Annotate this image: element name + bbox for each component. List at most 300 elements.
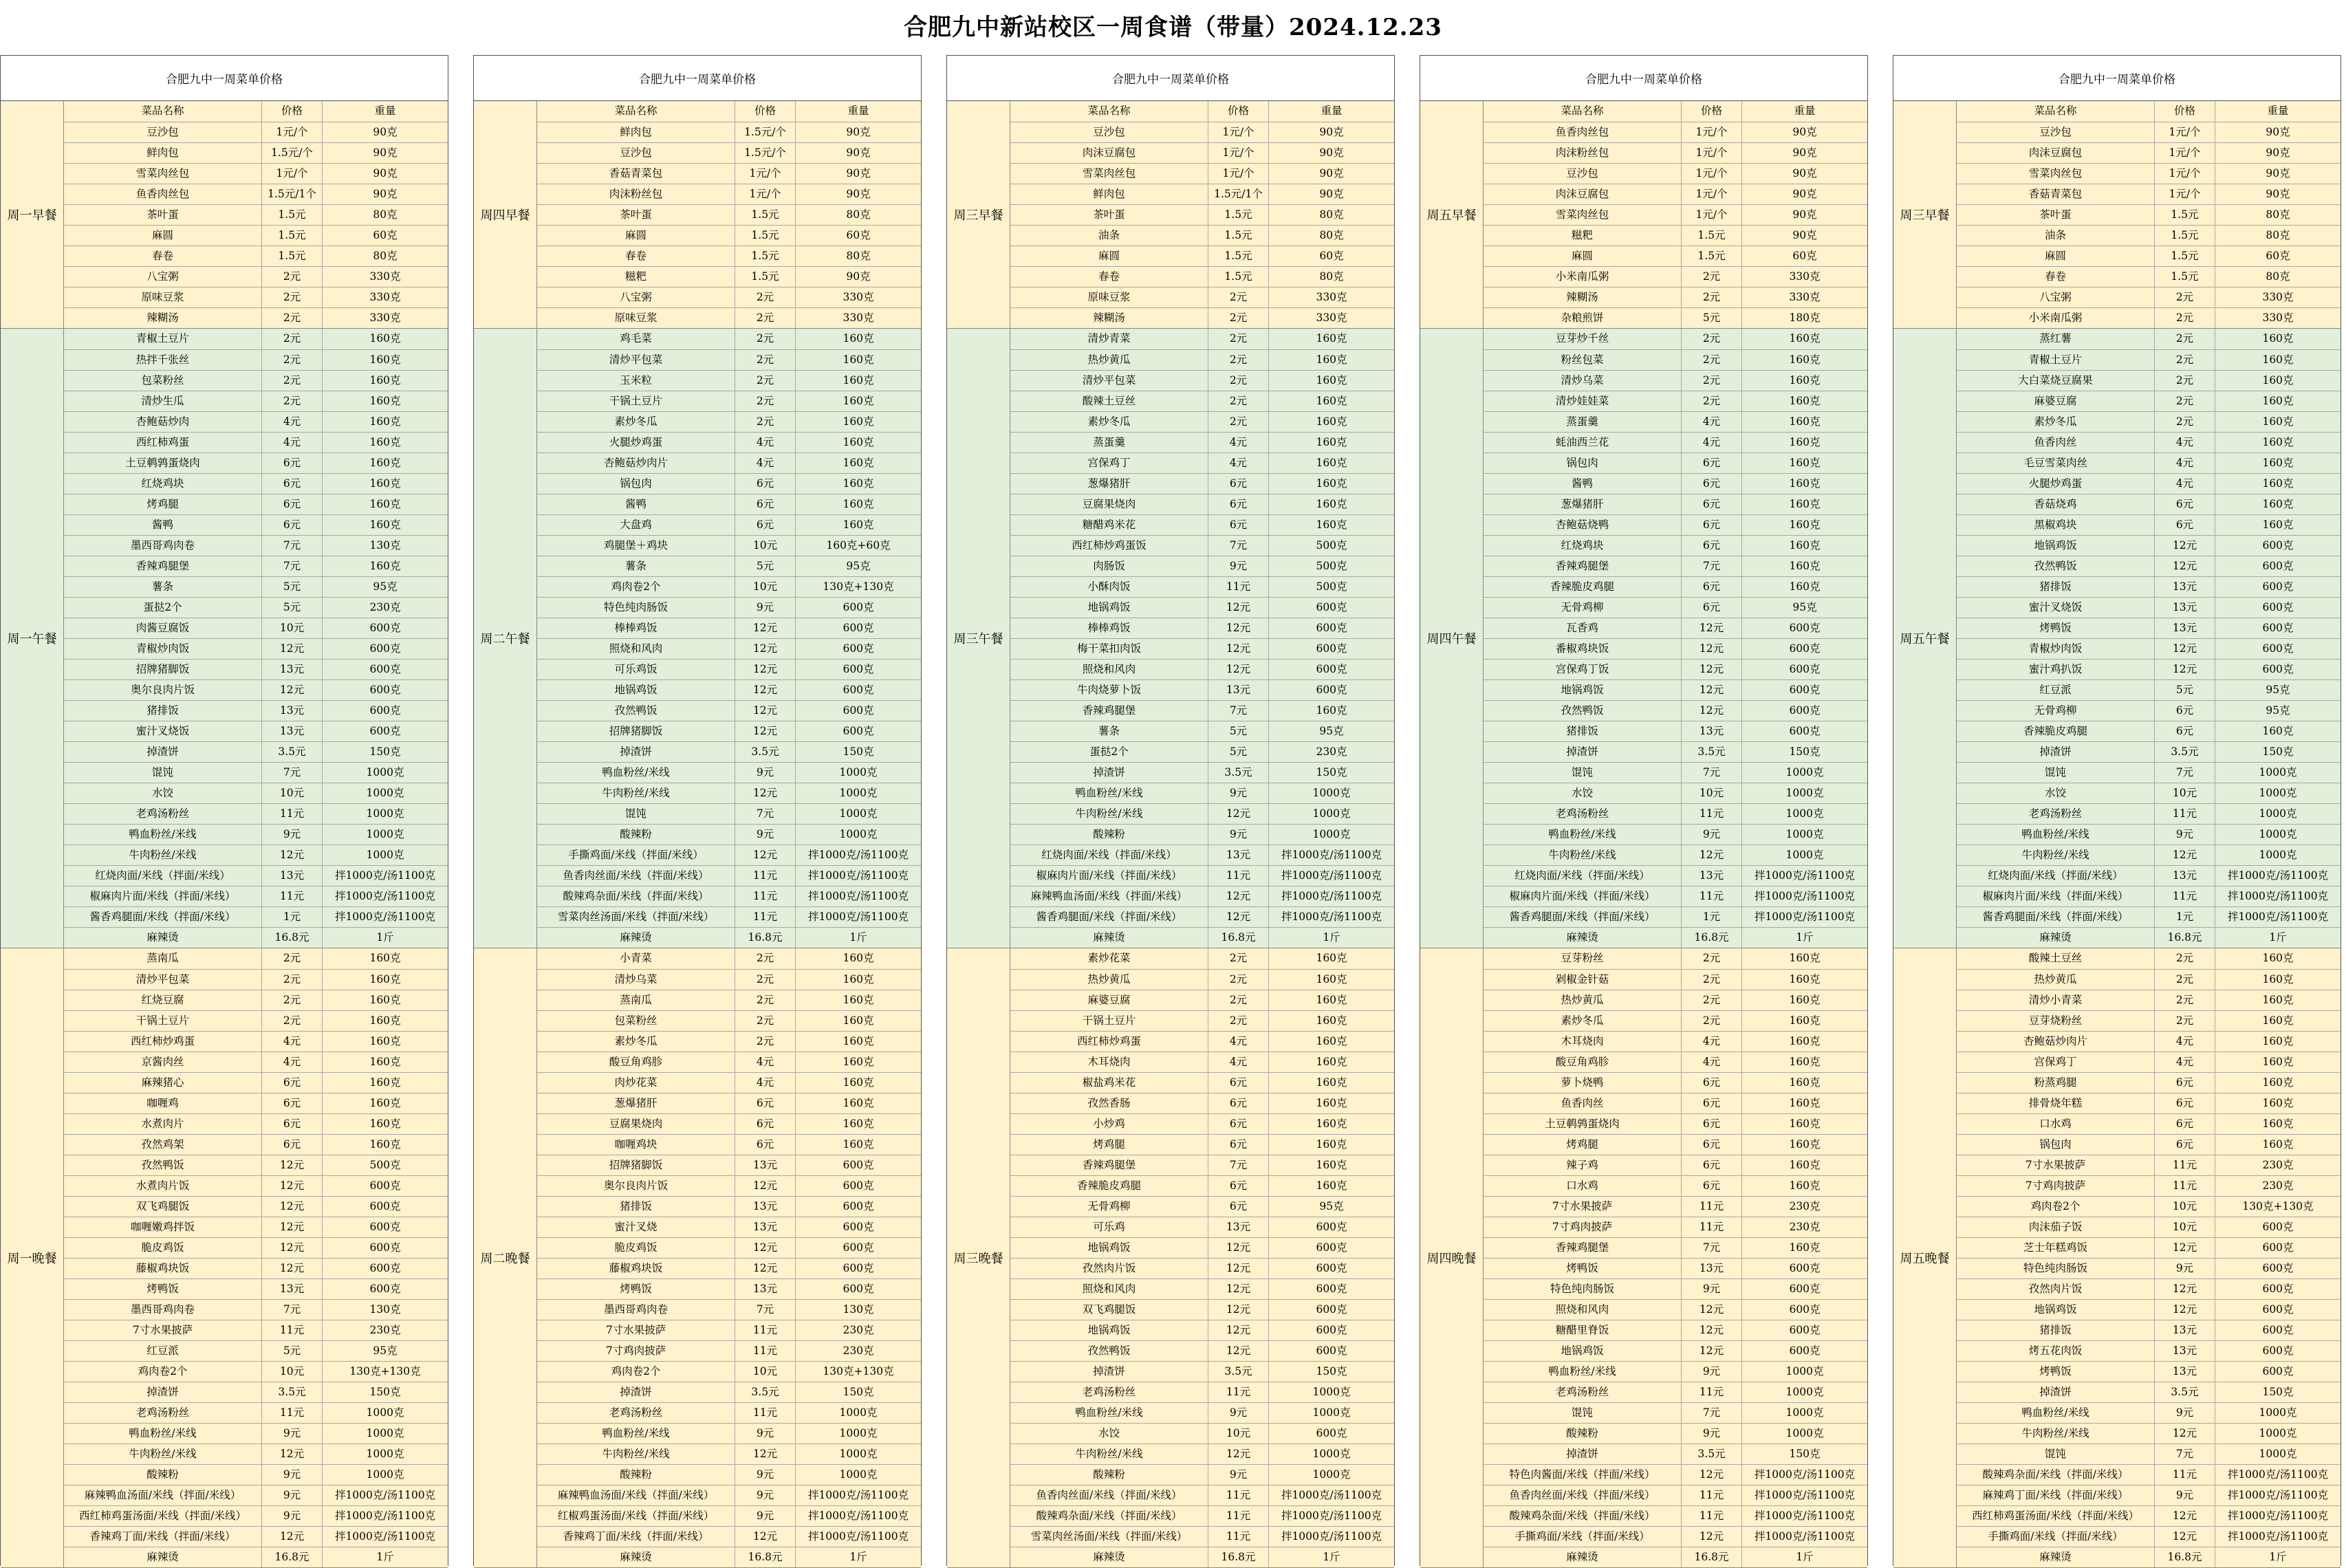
dish-name: 掉渣饼 bbox=[1484, 1444, 1682, 1464]
dish-name: 可乐鸡 bbox=[1010, 1217, 1208, 1237]
dish-price: 9元 bbox=[262, 1465, 323, 1485]
menu-row bbox=[1957, 1526, 2340, 1547]
menu-row bbox=[1010, 287, 1394, 307]
dish-name: 西红柿鸡蛋汤面/米线（拌面/米线） bbox=[1957, 1506, 2155, 1526]
dish-name: 清炒娃娃菜 bbox=[1484, 391, 1682, 411]
dish-price: 12元 bbox=[262, 1176, 323, 1196]
dish-name: 麻辣烫 bbox=[64, 928, 262, 948]
menu-row bbox=[1957, 845, 2340, 865]
menu-row bbox=[1484, 1382, 1867, 1402]
dish-name: 椒盐鸡米花 bbox=[1010, 1073, 1208, 1093]
dish-price: 9元 bbox=[1208, 1403, 1269, 1423]
menu-row bbox=[1484, 927, 1867, 948]
dish-weight: 160克 bbox=[369, 994, 401, 1006]
dish-weight: 230克 bbox=[369, 601, 401, 613]
dish-name: 馄饨 bbox=[1484, 1403, 1682, 1423]
dish-name: 照烧和风肉 bbox=[1484, 1300, 1682, 1320]
dish-name: 藤椒鸡块饭 bbox=[537, 1259, 735, 1278]
menu-row bbox=[1957, 307, 2340, 328]
dish-weight: 1000克 bbox=[366, 1427, 404, 1439]
menu-row bbox=[1957, 679, 2340, 700]
dish-name: 酸豆角鸡胗 bbox=[537, 1052, 735, 1072]
menu-row bbox=[1010, 700, 1394, 721]
meal-label: 周四晚餐 bbox=[1420, 948, 1484, 1567]
dish-name: 蒸南瓜 bbox=[64, 948, 262, 969]
dish-price: 2元 bbox=[1682, 350, 1742, 370]
dish-weight: 500克 bbox=[1316, 560, 1347, 572]
dish-price: 6元 bbox=[735, 474, 796, 494]
dish-price: 12元 bbox=[262, 639, 323, 659]
dish-name: 香辣鸡丁面/米线（拌面/米线） bbox=[64, 1527, 262, 1547]
dish-price: 2元 bbox=[262, 990, 323, 1010]
dish-name: 清炒生瓜 bbox=[64, 391, 262, 411]
dish-name: 酱香鸡腿面/米线（拌面/米线） bbox=[1957, 907, 2155, 927]
menu-rows bbox=[537, 948, 921, 1567]
dish-weight: 600克 bbox=[369, 1221, 401, 1233]
dish-name: 蜜汁叉烧饭 bbox=[64, 721, 262, 741]
dish-name: 牛肉粉丝/米线 bbox=[1484, 845, 1682, 865]
menu-row bbox=[1484, 1052, 1867, 1072]
dish-weight: 拌1000克/汤1100克 bbox=[1281, 1510, 1382, 1522]
dish-price: 4元 bbox=[262, 412, 323, 432]
menu-row bbox=[537, 679, 921, 700]
menu-row bbox=[537, 906, 921, 927]
menu-row bbox=[1010, 142, 1394, 163]
dish-weight: 1000克 bbox=[2259, 828, 2297, 840]
dish-price: 11元 bbox=[1682, 804, 1742, 824]
dish-price: 10元 bbox=[262, 1362, 323, 1382]
dish-price: 12元 bbox=[262, 1238, 323, 1258]
dish-weight: 150克 bbox=[1316, 1365, 1347, 1378]
dish-price: 12元 bbox=[1208, 660, 1269, 679]
dish-price: 2元 bbox=[735, 970, 796, 990]
menu-row bbox=[1484, 576, 1867, 597]
menu-row bbox=[1957, 494, 2340, 514]
dish-weight: 拌1000克/汤1100克 bbox=[1754, 869, 1856, 882]
dish-weight: 160克 bbox=[1316, 1056, 1347, 1068]
dish-price: 5元 bbox=[262, 598, 323, 618]
dish-name: 雪菜肉丝汤面/米线（拌面/米线） bbox=[537, 907, 735, 927]
dish-weight: 1000克 bbox=[1785, 807, 1824, 820]
meal-label: 周一晚餐 bbox=[1, 948, 64, 1567]
dish-weight: 160克 bbox=[2262, 457, 2294, 469]
menu-row bbox=[1957, 969, 2340, 990]
dish-weight: 600克 bbox=[843, 1200, 874, 1212]
menu-rows bbox=[1010, 329, 1394, 948]
dish-weight: 90克 bbox=[1792, 188, 1817, 200]
dish-price: 6元 bbox=[1208, 494, 1269, 514]
dish-name: 墨西哥鸡肉卷 bbox=[64, 1300, 262, 1320]
dish-weight: 130克 bbox=[369, 539, 401, 552]
dish-price: 6元 bbox=[735, 515, 796, 535]
dish-price: 13元 bbox=[262, 1279, 323, 1299]
dish-weight: 160克 bbox=[1316, 1159, 1347, 1171]
dish-weight: 160克 bbox=[843, 1056, 874, 1068]
dish-name: 酱鸭 bbox=[1484, 474, 1682, 494]
dish-name: 招牌猪脚饭 bbox=[64, 660, 262, 679]
menu-row bbox=[1957, 948, 2340, 969]
dish-name: 麻圆 bbox=[64, 226, 262, 246]
dish-name: 地锅鸡饭 bbox=[537, 680, 735, 700]
dish-price: 1.5元 bbox=[1208, 205, 1269, 225]
meal-section-dinner bbox=[947, 948, 1394, 1568]
menu-row bbox=[1010, 618, 1394, 638]
dish-price: 12元 bbox=[1682, 618, 1742, 638]
dish-weight: 拌1000克/汤1100克 bbox=[1754, 1489, 1856, 1501]
dish-name: 烤鸡腿 bbox=[1010, 1135, 1208, 1155]
menu-row bbox=[1484, 659, 1867, 679]
menu-row bbox=[1484, 1464, 1867, 1485]
menu-rows bbox=[1010, 948, 1394, 1567]
dish-weight: 160克 bbox=[1316, 1118, 1347, 1130]
dish-name: 酸辣鸡杂面/米线（拌面/米线） bbox=[1010, 1506, 1208, 1526]
dish-weight: 600克 bbox=[369, 622, 401, 634]
dish-weight: 拌1000克/汤1100克 bbox=[1281, 890, 1382, 902]
dish-price: 12元 bbox=[1682, 1465, 1742, 1485]
dish-weight: 160克 bbox=[2262, 395, 2294, 407]
dish-name: 咖喱鸡块 bbox=[537, 1135, 735, 1155]
menu-row bbox=[1010, 349, 1394, 370]
dish-price: 12元 bbox=[735, 1527, 796, 1547]
dish-price: 4元 bbox=[262, 1032, 323, 1052]
menu-row bbox=[1484, 411, 1867, 432]
dish-name: 鸭血粉丝/米线 bbox=[1957, 1403, 2155, 1423]
menu-row bbox=[1957, 576, 2340, 597]
dish-weight: 160克 bbox=[2262, 436, 2294, 448]
dish-name: 酸辣土豆丝 bbox=[1957, 948, 2155, 969]
dish-name: 火腿炒鸡蛋 bbox=[537, 433, 735, 453]
panel-header: 合肥九中一周菜单价格 bbox=[1893, 56, 2340, 101]
menu-row bbox=[1484, 1196, 1867, 1217]
dish-name: 茶叶蛋 bbox=[64, 205, 262, 225]
dish-weight: 600克 bbox=[369, 684, 401, 696]
dish-price: 3.5元 bbox=[1682, 742, 1742, 762]
dish-price: 11元 bbox=[735, 1403, 796, 1423]
dish-weight: 95克 bbox=[373, 1344, 398, 1357]
dish-price: 4元 bbox=[735, 433, 796, 453]
dish-name: 春卷 bbox=[1010, 267, 1208, 287]
dish-name: 特色纯肉肠饭 bbox=[537, 598, 735, 618]
dish-price: 13元 bbox=[262, 866, 323, 886]
menu-row bbox=[1484, 741, 1867, 762]
dish-price: 7元 bbox=[1208, 1155, 1269, 1175]
dish-price: 2元 bbox=[735, 391, 796, 411]
dish-price: 3.5元 bbox=[735, 1382, 796, 1402]
dish-name: 辣糊汤 bbox=[1010, 308, 1208, 328]
menu-row bbox=[1010, 948, 1394, 969]
dish-weight: 90克 bbox=[1792, 146, 1817, 159]
dish-price: 9元 bbox=[1208, 825, 1269, 845]
dish-price: 2元 bbox=[1208, 350, 1269, 370]
dish-price: 12元 bbox=[262, 1155, 323, 1175]
dish-weight: 160克 bbox=[369, 1014, 401, 1027]
dish-price: 1.5元 bbox=[735, 226, 796, 246]
dish-name: 鸡肉卷2个 bbox=[537, 1362, 735, 1382]
dish-weight: 600克 bbox=[2262, 1283, 2294, 1295]
dish-name: 红烧鸡块 bbox=[64, 474, 262, 494]
menu-row bbox=[1957, 391, 2340, 411]
dish-name: 肉沫豆腐包 bbox=[1957, 143, 2155, 163]
dish-name: 土豆鹌鹑蛋烧肉 bbox=[1484, 1114, 1682, 1134]
dish-price: 5元 bbox=[1208, 742, 1269, 762]
menu-row bbox=[537, 1402, 921, 1423]
menu-row bbox=[537, 1031, 921, 1052]
dish-price: 3.5元 bbox=[2155, 1382, 2215, 1402]
dish-name: 热炒黄瓜 bbox=[1957, 970, 2155, 990]
dish-weight: 160克 bbox=[369, 457, 401, 469]
dish-weight: 160克 bbox=[2262, 973, 2294, 986]
menu-row bbox=[1484, 1093, 1867, 1113]
dish-price: 6元 bbox=[1208, 1114, 1269, 1134]
dish-weight: 160克 bbox=[369, 1035, 401, 1047]
dish-weight: 600克 bbox=[1316, 1283, 1347, 1295]
menu-row bbox=[1010, 969, 1394, 990]
dish-name: 老鸡汤粉丝 bbox=[1010, 1382, 1208, 1402]
column-header-name: 菜品名称 bbox=[537, 101, 735, 122]
menu-row bbox=[1010, 556, 1394, 576]
dish-price: 2元 bbox=[735, 948, 796, 969]
dish-name: 猪排饭 bbox=[1957, 1320, 2155, 1340]
dish-name: 猪排饭 bbox=[537, 1197, 735, 1217]
dish-name: 香辣脆皮鸡腿 bbox=[1484, 577, 1682, 597]
menu-row bbox=[64, 1113, 448, 1134]
dish-weight: 95克 bbox=[846, 560, 871, 572]
dish-name: 牛肉粉丝/米线 bbox=[1957, 1424, 2155, 1444]
menu-row bbox=[64, 845, 448, 865]
dish-name: 牛肉烧萝卜饭 bbox=[1010, 680, 1208, 700]
menu-row bbox=[537, 1423, 921, 1444]
menu-row bbox=[537, 370, 921, 391]
menu-row bbox=[1010, 865, 1394, 886]
dish-name: 小炒鸡 bbox=[1010, 1114, 1208, 1134]
page-title: 合肥九中新站校区一周食谱（带量）2024.12.23 bbox=[904, 14, 1442, 41]
dish-price: 12元 bbox=[735, 680, 796, 700]
dish-weight: 600克 bbox=[1789, 1283, 1821, 1295]
dish-weight: 拌1000克/汤1100克 bbox=[2227, 1468, 2329, 1481]
dish-weight: 拌1000克/汤1100克 bbox=[334, 911, 436, 923]
dish-weight: 600克 bbox=[2262, 1344, 2294, 1357]
dish-name: 大盘鸡 bbox=[537, 515, 735, 535]
dish-weight: 230克 bbox=[1789, 1200, 1821, 1212]
menu-row bbox=[1957, 1299, 2340, 1320]
dish-name: 萝卜烧鸭 bbox=[1484, 1073, 1682, 1093]
menu-row bbox=[1010, 266, 1394, 287]
dish-name: 地锅鸡饭 bbox=[1957, 536, 2155, 556]
menu-row bbox=[1484, 1444, 1867, 1464]
menu-row bbox=[64, 204, 448, 225]
dish-name: 小酥肉饭 bbox=[1010, 577, 1208, 597]
dish-price: 11元 bbox=[1682, 886, 1742, 906]
dish-price: 4元 bbox=[1682, 1032, 1742, 1052]
dish-price: 4元 bbox=[1682, 1052, 1742, 1072]
dish-name: 地锅鸡饭 bbox=[1010, 598, 1208, 618]
dish-price: 2元 bbox=[2155, 350, 2215, 370]
menu-row bbox=[1484, 184, 1867, 204]
dish-price: 6元 bbox=[1682, 1114, 1742, 1134]
menu-row bbox=[537, 556, 921, 576]
menu-row bbox=[1957, 473, 2340, 494]
dish-name: 酸辣鸡杂面/米线（拌面/米线） bbox=[1484, 1506, 1682, 1526]
meal-label: 周一午餐 bbox=[1, 329, 64, 948]
dish-weight: 1斤 bbox=[849, 1551, 867, 1563]
dish-name: 馄饨 bbox=[1957, 763, 2155, 783]
dish-weight: 160克 bbox=[369, 973, 401, 986]
menu-row bbox=[537, 1175, 921, 1196]
dish-weight: 160克 bbox=[1316, 395, 1347, 407]
menu-row bbox=[1010, 638, 1394, 659]
dish-name: 地锅鸡饭 bbox=[1484, 1341, 1682, 1361]
menu-row bbox=[1957, 1052, 2340, 1072]
dish-price: 2元 bbox=[1682, 371, 1742, 391]
dish-name: 香辣脆皮鸡腿 bbox=[1010, 1176, 1208, 1196]
dish-weight: 160克 bbox=[1316, 415, 1347, 428]
menu-row bbox=[537, 142, 921, 163]
menu-row bbox=[1957, 1361, 2340, 1382]
menu-row bbox=[64, 287, 448, 307]
dish-weight: 160克 bbox=[1789, 1138, 1821, 1151]
dish-weight: 1000克 bbox=[1312, 1468, 1351, 1481]
dish-weight: 160克 bbox=[1316, 1014, 1347, 1027]
dish-price: 11元 bbox=[1682, 1217, 1742, 1237]
menu-row bbox=[1484, 1320, 1867, 1340]
dish-weight: 330克 bbox=[1789, 291, 1821, 303]
dish-price: 12元 bbox=[262, 680, 323, 700]
dish-price: 16.8元 bbox=[262, 1547, 323, 1567]
menu-row bbox=[64, 1278, 448, 1299]
dish-price: 6元 bbox=[1208, 1197, 1269, 1217]
dish-weight: 1000克 bbox=[839, 828, 878, 840]
column-header-row bbox=[1957, 101, 2340, 122]
menu-row bbox=[1957, 535, 2340, 556]
menu-row bbox=[1957, 906, 2340, 927]
menu-rows bbox=[1010, 101, 1394, 328]
dish-price: 7元 bbox=[262, 763, 323, 783]
dish-price: 12元 bbox=[1208, 639, 1269, 659]
meal-label: 周三晚餐 bbox=[947, 948, 1010, 1567]
menu-row bbox=[64, 122, 448, 142]
dish-price: 11元 bbox=[1208, 866, 1269, 886]
dish-weight: 160克 bbox=[369, 415, 401, 428]
dish-price: 12元 bbox=[1682, 1300, 1742, 1320]
menu-row bbox=[64, 886, 448, 906]
menu-row bbox=[64, 618, 448, 638]
menu-row bbox=[1484, 969, 1867, 990]
dish-price: 1元/个 bbox=[1682, 205, 1742, 225]
dish-weight: 160克 bbox=[1316, 1179, 1347, 1192]
dish-weight: 160克 bbox=[843, 1014, 874, 1027]
dish-price: 13元 bbox=[735, 1279, 796, 1299]
dish-weight: 160克 bbox=[1316, 519, 1347, 531]
dish-weight: 80克 bbox=[1319, 270, 1344, 283]
menu-row bbox=[1010, 391, 1394, 411]
dish-price: 1.5元 bbox=[262, 246, 323, 266]
dish-price: 3.5元 bbox=[262, 1382, 323, 1402]
dish-weight: 60克 bbox=[846, 229, 871, 241]
menu-row bbox=[537, 927, 921, 948]
menu-row bbox=[64, 1031, 448, 1052]
menu-row bbox=[537, 783, 921, 803]
dish-weight: 1000克 bbox=[1785, 1365, 1824, 1378]
dish-price: 12元 bbox=[1208, 804, 1269, 824]
dish-name: 鱼香肉丝 bbox=[1957, 433, 2155, 453]
dish-price: 7元 bbox=[2155, 763, 2215, 783]
menu-row bbox=[537, 266, 921, 287]
dish-weight: 600克 bbox=[369, 704, 401, 717]
menu-row bbox=[537, 1010, 921, 1031]
menu-row bbox=[1010, 762, 1394, 783]
dish-name: 鸡腿堡＋鸡块 bbox=[537, 536, 735, 556]
menu-row bbox=[1484, 1402, 1867, 1423]
menu-row bbox=[64, 1382, 448, 1402]
menu-row bbox=[1957, 1113, 2340, 1134]
menu-row bbox=[64, 1175, 448, 1196]
dish-price: 11元 bbox=[1208, 1527, 1269, 1547]
dish-name: 红烧肉面/米线（拌面/米线） bbox=[1010, 845, 1208, 865]
dish-name: 鲜肉包 bbox=[537, 122, 735, 142]
dish-weight: 160克 bbox=[1316, 457, 1347, 469]
dish-price: 5元 bbox=[1682, 308, 1742, 328]
menu-row bbox=[537, 1464, 921, 1485]
dish-name: 麻辣烫 bbox=[537, 1547, 735, 1567]
dish-price: 1.5元 bbox=[262, 226, 323, 246]
dish-price: 16.8元 bbox=[1208, 1547, 1269, 1567]
dish-name: 牛肉粉丝/米线 bbox=[1010, 804, 1208, 824]
dish-price: 12元 bbox=[1208, 1320, 1269, 1340]
dish-price: 2元 bbox=[2155, 990, 2215, 1010]
menu-row bbox=[1484, 1485, 1867, 1505]
dish-weight: 160克 bbox=[2262, 1138, 2294, 1151]
dish-price: 7元 bbox=[262, 536, 323, 556]
dish-weight: 330克 bbox=[2262, 312, 2294, 324]
dish-price: 4元 bbox=[1208, 1032, 1269, 1052]
dish-weight: 160克 bbox=[1789, 436, 1821, 448]
dish-weight: 拌1000克/汤1100克 bbox=[1754, 890, 1856, 902]
menu-row bbox=[1484, 1505, 1867, 1526]
menu-row bbox=[1484, 865, 1867, 886]
menu-row bbox=[64, 1547, 448, 1567]
dish-price: 12元 bbox=[1208, 1259, 1269, 1278]
dish-name: 素炒冬瓜 bbox=[1010, 412, 1208, 432]
menu-row bbox=[1010, 659, 1394, 679]
dish-weight: 80克 bbox=[1319, 208, 1344, 221]
menu-row bbox=[1010, 1196, 1394, 1217]
dish-price: 11元 bbox=[1682, 1197, 1742, 1217]
dish-price: 12元 bbox=[735, 721, 796, 741]
menu-row bbox=[537, 1340, 921, 1361]
menu-row bbox=[1957, 556, 2340, 576]
dish-name: 鸭血粉丝/米线 bbox=[1010, 783, 1208, 803]
dish-price: 6元 bbox=[1682, 1176, 1742, 1196]
dish-price: 2元 bbox=[2155, 391, 2215, 411]
dish-name: 肉沫豆腐包 bbox=[1484, 184, 1682, 204]
dish-price: 1.5元 bbox=[735, 267, 796, 287]
dish-price: 6元 bbox=[735, 494, 796, 514]
dish-price: 2元 bbox=[262, 371, 323, 391]
dish-price: 2元 bbox=[2155, 412, 2215, 432]
dish-name: 鲜肉包 bbox=[64, 143, 262, 163]
dish-weight: 拌1000克/汤1100克 bbox=[807, 1489, 909, 1501]
dish-weight: 160克 bbox=[843, 332, 874, 345]
dish-name: 红豆派 bbox=[64, 1341, 262, 1361]
dish-price: 6元 bbox=[1682, 536, 1742, 556]
dish-name: 青椒土豆片 bbox=[1957, 350, 2155, 370]
dish-price: 13元 bbox=[735, 1217, 796, 1237]
menu-row bbox=[537, 1113, 921, 1134]
menu-row bbox=[1010, 886, 1394, 906]
dish-weight: 160克 bbox=[369, 1076, 401, 1089]
menu-row bbox=[1010, 927, 1394, 948]
dish-price: 12元 bbox=[1208, 907, 1269, 927]
